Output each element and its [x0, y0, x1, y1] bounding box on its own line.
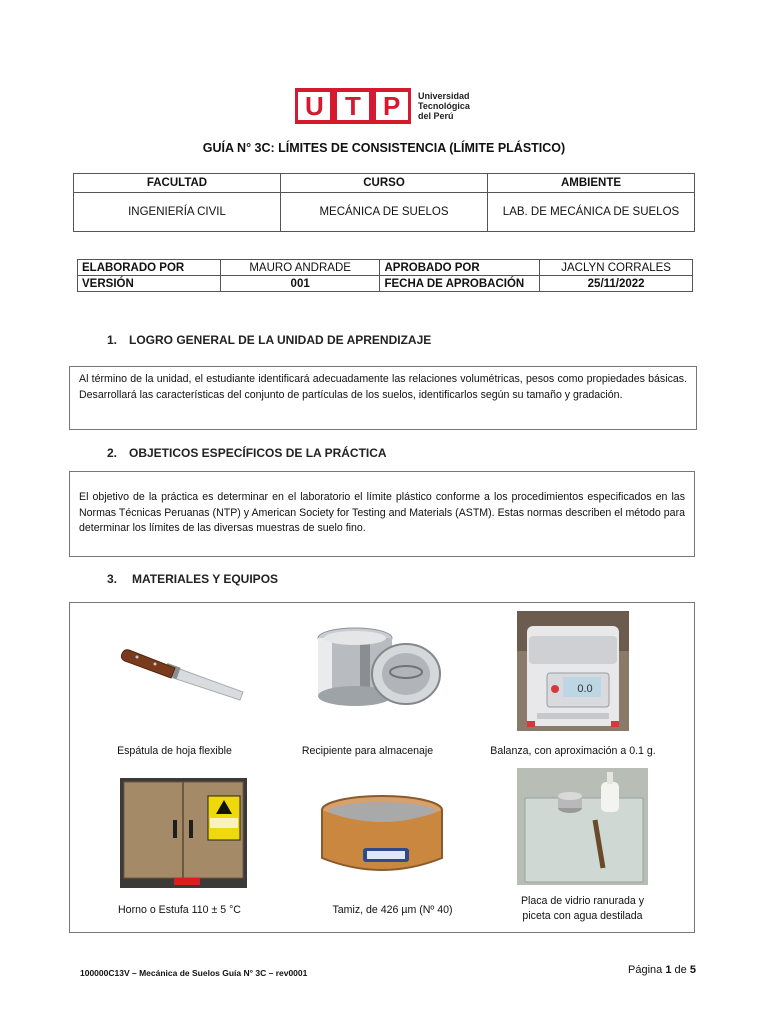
caption-glass-plate	[495, 894, 670, 924]
caption-sieve: Tamiz, de 426 µm (Nº 40)	[332, 904, 453, 916]
section-1-heading	[107, 333, 431, 347]
logo-text-line: del Perú	[418, 111, 454, 121]
section-2-heading	[107, 446, 387, 460]
caption-scale: Balanza, con aproximación a 0.1 g.	[490, 745, 656, 757]
caption-line: piceta con agua destilada	[522, 910, 643, 922]
value-ambiente: LAB. DE MECÁNICA DE SUELOS	[488, 193, 695, 232]
section-title: OBJETICOS ESPECÍFICOS DE LA PRÁCTICA	[129, 446, 387, 460]
page-current: 1	[665, 964, 672, 976]
scale-display-text: 0.0	[577, 683, 593, 695]
header-ambiente: AMBIENTE	[488, 174, 695, 193]
caption-spatula: Espátula de hoja flexible	[117, 745, 232, 757]
footer-document-code: 100000C13V – Mecánica de Suelos Guía N° 3C – rev0001	[80, 968, 308, 978]
container-image	[310, 622, 450, 714]
document-title: GUÍA N° 3C: LÍMITES DE CONSISTENCIA (LÍMITE PLÁSTICO)	[202, 141, 566, 155]
approval-table	[77, 259, 693, 292]
value-aprobado: JACLYN CORRALES	[540, 260, 693, 276]
logo-text-line: Tecnológica	[418, 101, 470, 111]
utp-logo	[295, 88, 411, 124]
sieve-image	[317, 790, 447, 882]
section-title: MATERIALES Y EQUIPOS	[132, 572, 279, 586]
label-fecha: FECHA DE APROBACIÓN	[380, 276, 540, 292]
section-number: 1.	[107, 333, 118, 347]
section-title: LOGRO GENERAL DE LA UNIDAD DE APRENDIZAJE	[129, 333, 432, 347]
header-curso: CURSO	[281, 174, 488, 193]
page-word: Página	[628, 964, 663, 976]
page-total: 5	[689, 964, 696, 976]
section-number: 2.	[107, 446, 118, 460]
header-facultad: FACULTAD	[74, 174, 281, 193]
value-curso: MECÁNICA DE SUELOS	[281, 193, 488, 232]
label-elaborado: ELABORADO POR	[78, 260, 221, 276]
label-aprobado: APROBADO POR	[380, 260, 540, 276]
section-1-text: Al término de la unidad, el estudiante identificará adecuadamente las relaciones volumétricas, pesos como propiedades básicas. Desarrollará las características del conjunto de partículas de los suelos, identificarlos según su tamaño y gradación.	[69, 366, 697, 430]
section-3-heading	[107, 572, 278, 586]
logo-text	[418, 91, 470, 121]
value-elaborado: MAURO ANDRADE	[220, 260, 380, 276]
value-fecha: 25/11/2022	[540, 276, 693, 292]
section-number: 3.	[107, 572, 118, 586]
caption-line: Placa de vidrio ranurada y	[520, 895, 645, 907]
value-facultad: INGENIERÍA CIVIL	[74, 193, 281, 232]
glass-plate-image	[517, 768, 648, 885]
section-2-text: El objetivo de la práctica es determinar en el laboratorio el límite plástico conforme a los procedimientos especificados en las Normas Técnicas Peruanas (NTP) y American Society for Testing and Materials (ASTM). Estas normas describen el método para determinar los límites de las diversas muestras de suelo fino.	[69, 471, 695, 557]
label-version: VERSIÓN	[78, 276, 221, 292]
value-version: 001	[220, 276, 380, 292]
caption-oven: Horno o Estufa 110 ± 5 °C	[118, 904, 241, 916]
logo-letter-t: T	[337, 92, 369, 120]
footer-page-number	[628, 964, 696, 976]
logo-text-line: Universidad	[418, 91, 470, 101]
logo-letter-u: U	[298, 92, 330, 120]
logo-letter-p: P	[376, 92, 408, 120]
spatula-image	[115, 630, 250, 710]
caption-container: Recipiente para almacenaje	[301, 745, 434, 757]
oven-image	[120, 778, 247, 888]
scale-image	[517, 611, 629, 731]
course-info-table	[73, 173, 695, 232]
page-of-word: de	[674, 964, 687, 976]
